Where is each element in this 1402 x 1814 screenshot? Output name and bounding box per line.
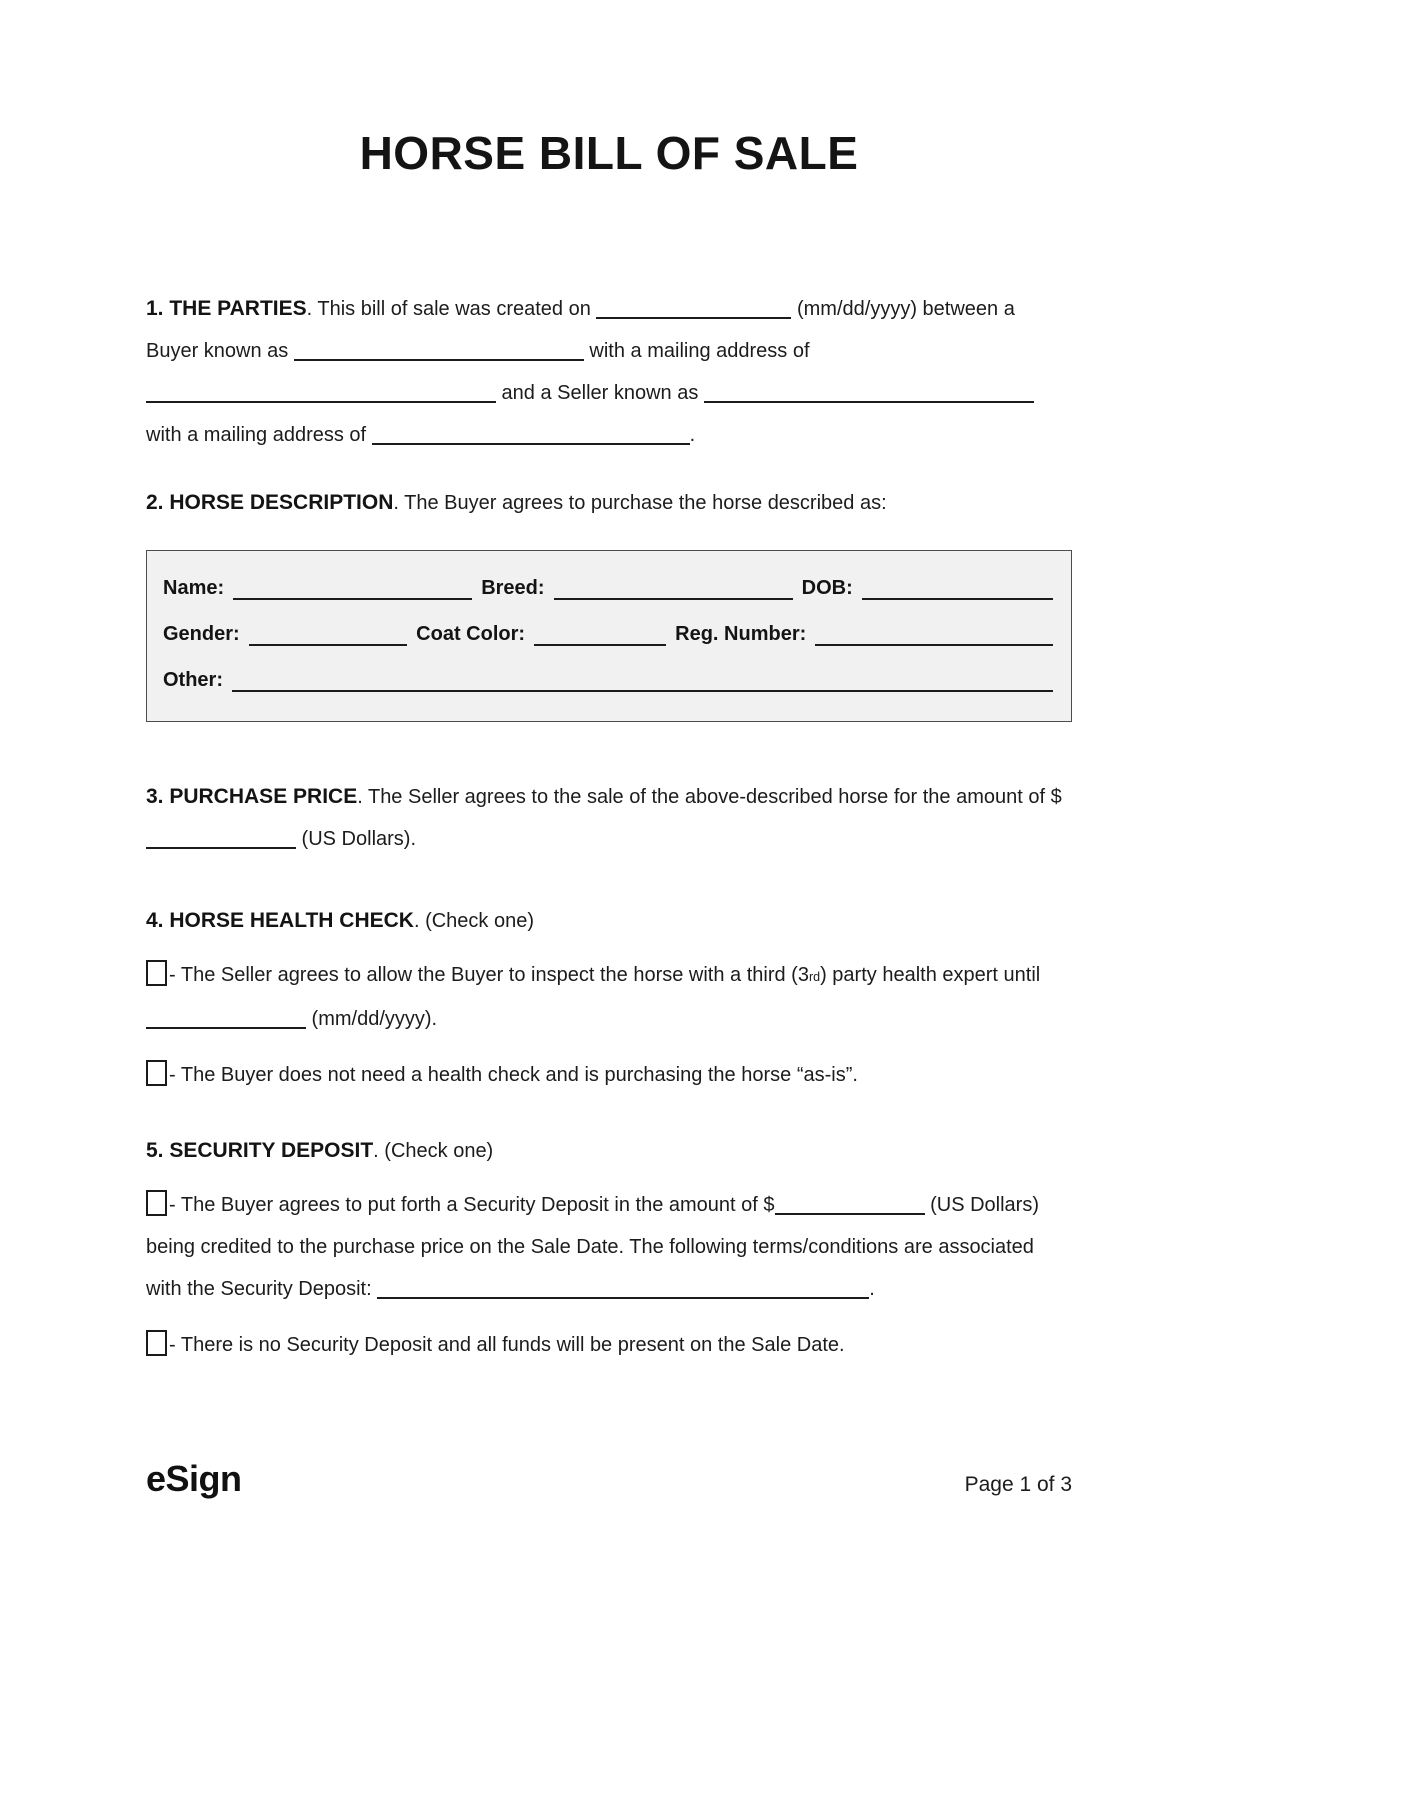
- field-label-gender: Gender:: [163, 623, 240, 645]
- section-horse-description: [146, 482, 1072, 524]
- text-segment: . (Check one): [413, 910, 535, 932]
- field-label-breed: Breed:: [481, 577, 545, 599]
- horse-fields-row-2: [163, 611, 1053, 657]
- seller-address-blank[interactable]: [372, 439, 690, 445]
- text-segment: . The Seller agrees to the sale of the above-described horse for the amount of $: [357, 786, 1062, 808]
- horse-fields-row-3: [163, 657, 1053, 703]
- deposit-option-with-deposit: [146, 1184, 1072, 1310]
- text-segment: with a mailing address of: [146, 424, 372, 446]
- text-segment: - There is no Security Deposit and all funds will be present on the Sale Date.: [169, 1334, 845, 1356]
- deposit-option-no-deposit: [146, 1324, 1072, 1366]
- text-segment: (US Dollars) being credited to the purchase price on the Sale Date. The following terms/conditions are associated with the Security Deposit:: [146, 1194, 1039, 1300]
- text-segment: .: [869, 1278, 875, 1300]
- horse-fields-row-1: [163, 565, 1053, 611]
- text-segment: . This bill of sale was created on: [306, 298, 597, 320]
- text-segment: ) party health expert until: [820, 964, 1041, 986]
- reg-number-blank[interactable]: [815, 642, 1053, 646]
- health-option-inspection: [146, 954, 1072, 1040]
- other-blank[interactable]: [232, 688, 1053, 692]
- no-deposit-checkbox[interactable]: [146, 1330, 167, 1356]
- text-segment: . The Buyer agrees to purchase the horse described as:: [393, 492, 887, 514]
- dob-blank[interactable]: [862, 596, 1053, 600]
- health-option-as-is: [146, 1054, 1072, 1096]
- text-segment: . (Check one): [373, 1140, 494, 1162]
- text-segment: - The Buyer agrees to put forth a Security Deposit in the amount of $: [169, 1194, 775, 1216]
- document-title: HORSE BILL OF SALE: [359, 127, 859, 179]
- text-segment: .: [689, 424, 696, 446]
- health-inspection-checkbox[interactable]: [146, 960, 167, 986]
- text-segment: with a mailing address of: [583, 340, 810, 362]
- coat-color-blank[interactable]: [534, 642, 666, 646]
- text-segment: (US Dollars).: [296, 828, 417, 850]
- field-label-other: Other:: [163, 669, 223, 691]
- text-segment: - The Buyer does not need a health check and is purchasing the horse “as-is”.: [169, 1064, 858, 1086]
- section-parties: [146, 288, 1072, 456]
- as-is-checkbox[interactable]: [146, 1060, 167, 1086]
- deposit-checkbox[interactable]: [146, 1190, 167, 1216]
- text-segment: - The Seller agrees to allow the Buyer to inspect the horse with a third (3: [169, 964, 809, 986]
- section-purchase-price: [146, 776, 1072, 860]
- section-health-heading: 4. HORSE HEALTH CHECK: [146, 909, 414, 932]
- seller-name-blank[interactable]: [704, 397, 1034, 403]
- section-security-deposit: [146, 1130, 1072, 1172]
- gender-blank[interactable]: [249, 642, 407, 646]
- field-label-name: Name:: [163, 577, 225, 599]
- esign-logo: eSign: [146, 1458, 242, 1499]
- buyer-address-blank[interactable]: [146, 397, 496, 403]
- section-deposit-heading: 5. SECURITY DEPOSIT: [146, 1139, 374, 1162]
- buyer-name-blank[interactable]: [294, 355, 584, 361]
- section-parties-heading: 1. THE PARTIES: [146, 297, 307, 320]
- inspection-deadline-blank[interactable]: [146, 1023, 306, 1029]
- deposit-amount-blank[interactable]: [775, 1209, 925, 1215]
- field-label-coat-color: Coat Color:: [416, 623, 526, 645]
- section-health-check: [146, 900, 1072, 942]
- field-label-dob: DOB:: [801, 577, 853, 599]
- purchase-amount-blank[interactable]: [146, 843, 296, 849]
- deposit-terms-blank[interactable]: [377, 1293, 869, 1299]
- created-date-blank[interactable]: [596, 313, 791, 319]
- document-content: [146, 0, 1072, 1366]
- text-segment: and a Seller known as: [496, 382, 704, 404]
- ordinal-suffix: rd: [808, 970, 821, 984]
- text-segment: (mm/dd/yyyy).: [306, 1008, 438, 1030]
- field-label-reg-number: Reg. Number:: [675, 623, 807, 645]
- horse-name-blank[interactable]: [233, 596, 472, 600]
- page-number: Page 1 of 3: [964, 1473, 1072, 1496]
- section-price-heading: 3. PURCHASE PRICE: [146, 785, 358, 808]
- section-horse-heading: 2. HORSE DESCRIPTION: [146, 491, 394, 514]
- page-footer: [146, 1458, 1072, 1500]
- breed-blank[interactable]: [554, 596, 793, 600]
- text-segment: (mm/dd/yyyy) between a Buyer known as: [146, 298, 1015, 362]
- horse-description-box: [146, 550, 1072, 722]
